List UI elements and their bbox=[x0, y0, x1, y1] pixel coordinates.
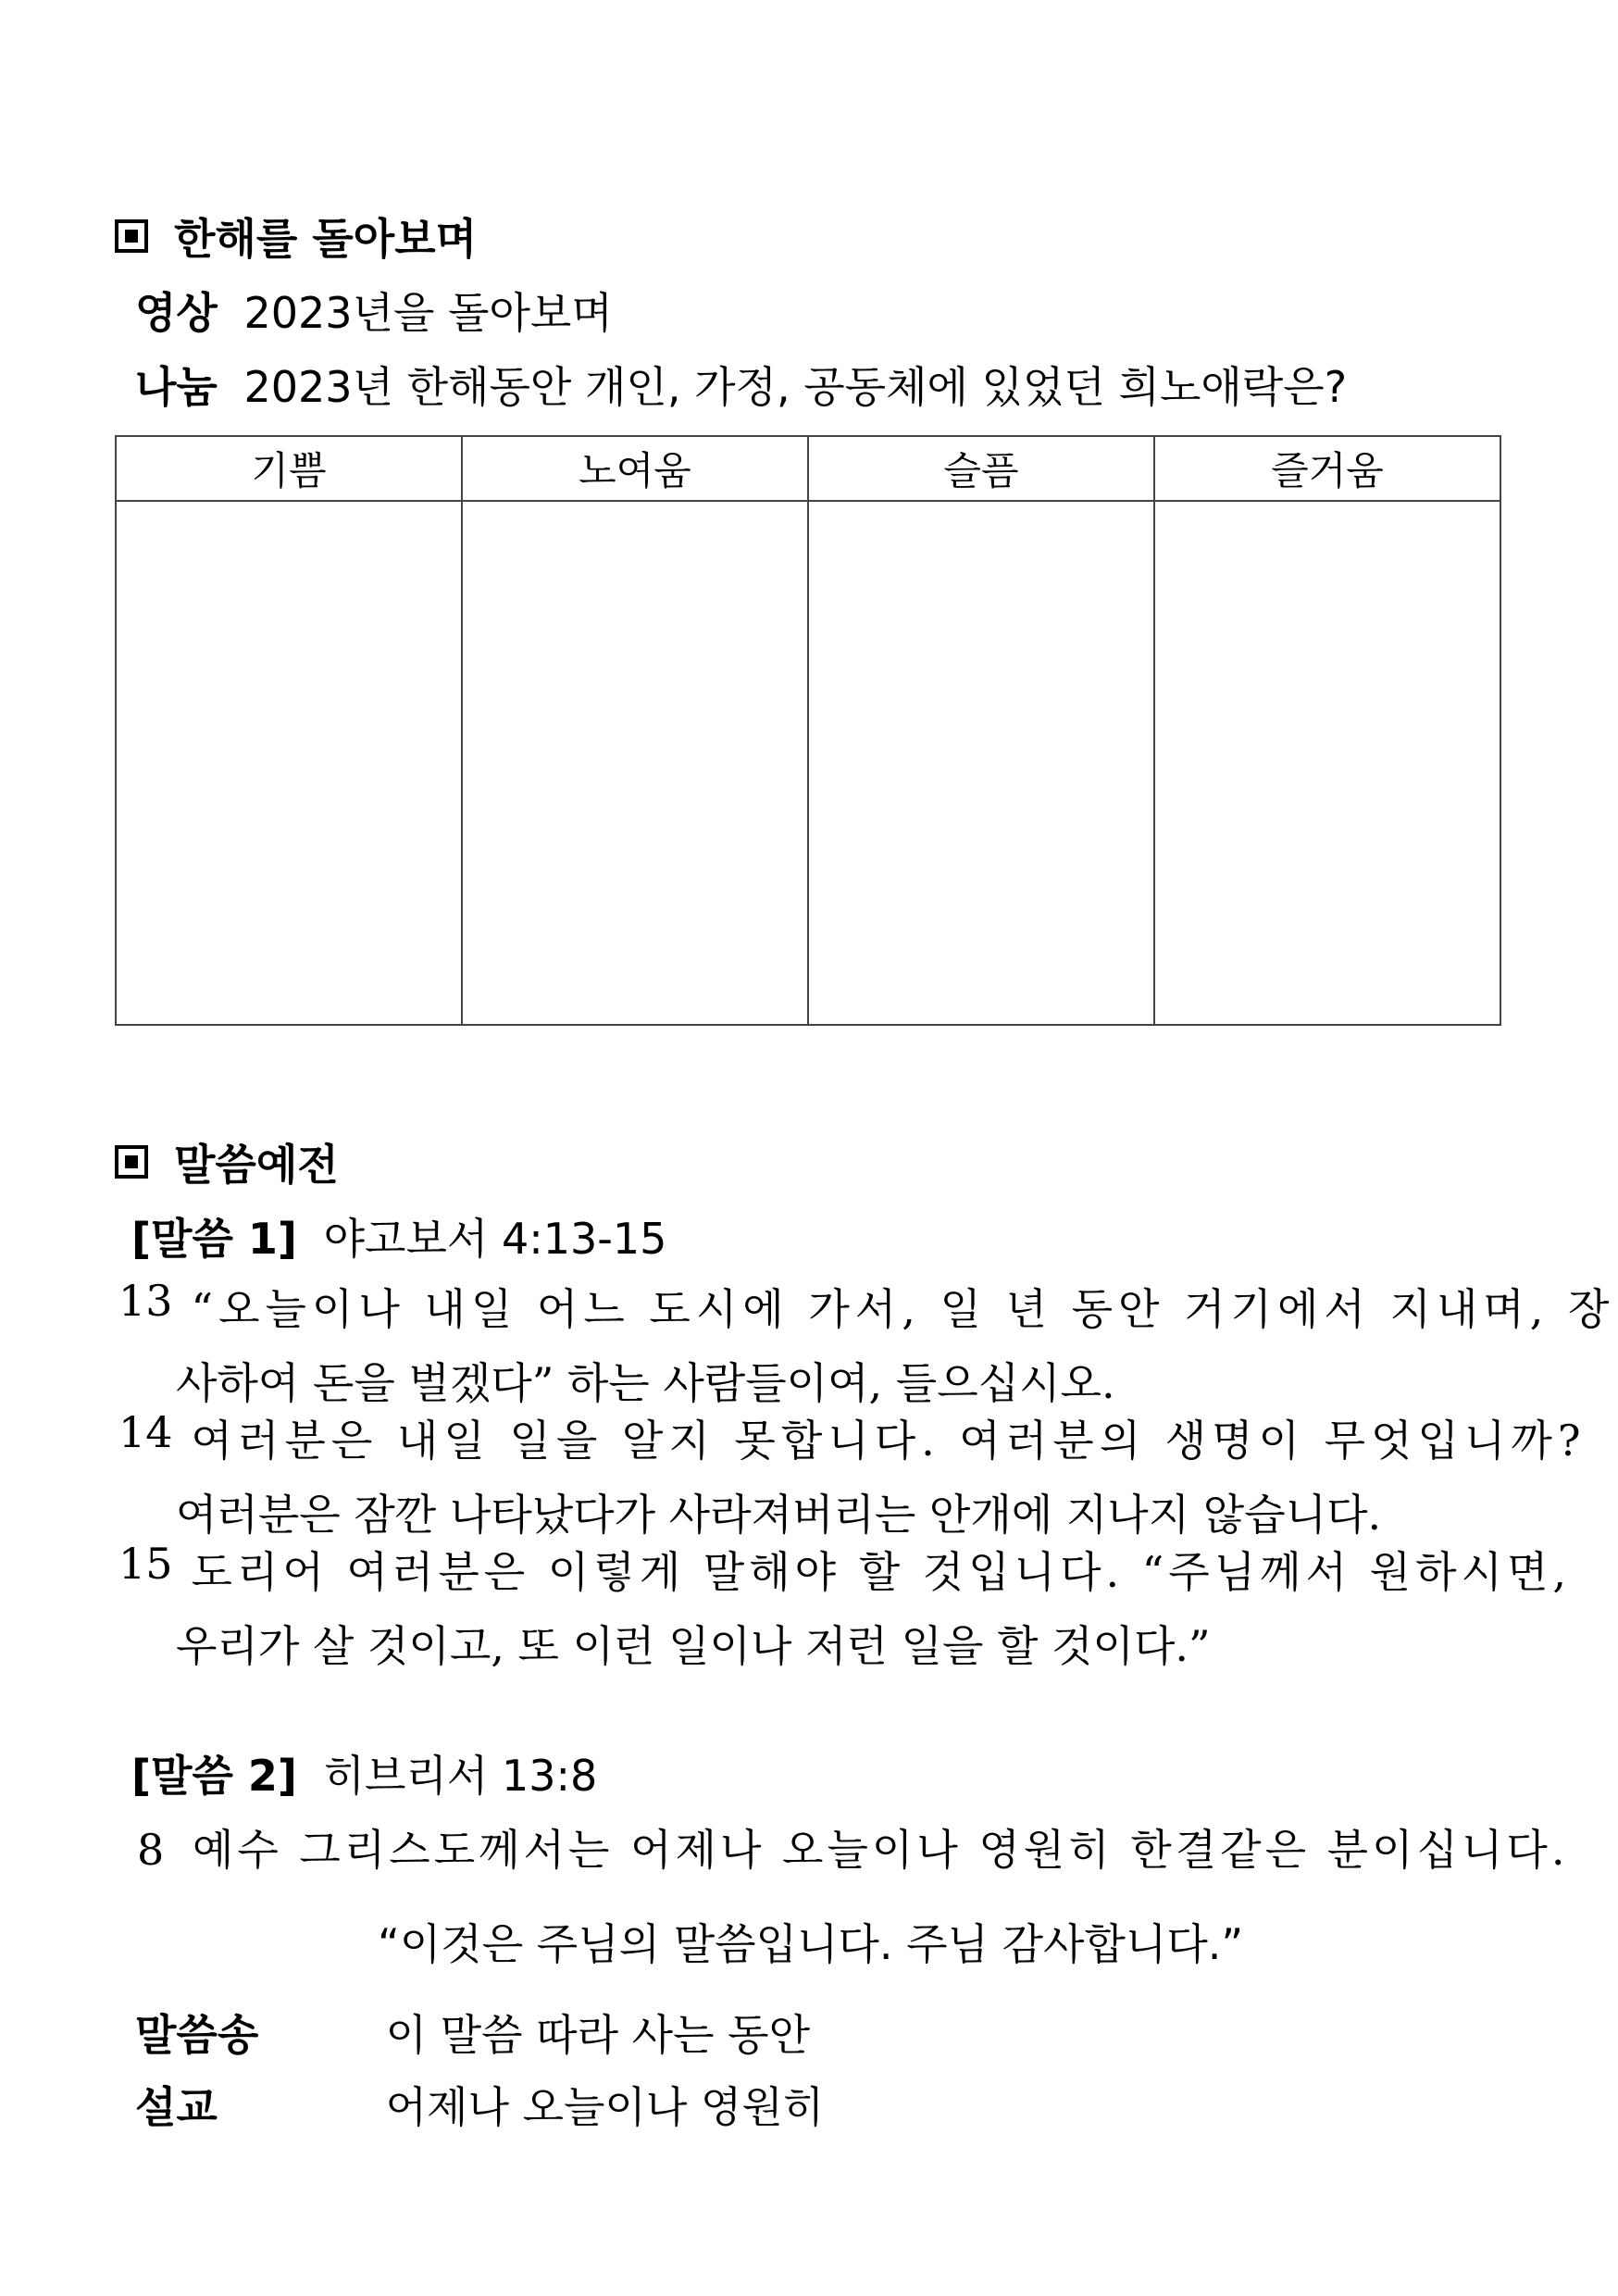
verse-line bbox=[192, 1539, 1571, 1600]
verse-number: 15 bbox=[118, 1539, 173, 1589]
word2-heading bbox=[131, 1742, 597, 1803]
verse-line bbox=[192, 1276, 1615, 1337]
verse-text: 여러분은 내일 일을 알지 못합니다. 여러분의 생명이 무엇입니까? bbox=[191, 1416, 1587, 1466]
table-header-joy: 기쁨 bbox=[116, 436, 462, 501]
section-heading-year-review bbox=[115, 206, 477, 267]
table-header-anger: 노여움 bbox=[462, 436, 808, 501]
song-label: 말씀송 bbox=[135, 2010, 259, 2060]
verse-text: 도리어 여러분은 이렇게 말해야 할 것입니다. “주님께서 원하시면, bbox=[191, 1547, 1571, 1597]
black-square-bullet-icon bbox=[115, 1145, 148, 1179]
verse-8 bbox=[137, 1816, 1568, 1878]
verse-13 bbox=[118, 1276, 1615, 1411]
word-song-line bbox=[135, 2002, 810, 2063]
verse-text: “오늘이나 내일 어느 도시에 가서, 일 년 동안 거기에서 지내며, 장 bbox=[191, 1284, 1615, 1334]
verse-continuation: 우리가 살 것이고, 또 이런 일이나 저런 일을 할 것이다.” bbox=[176, 1621, 1211, 1671]
song-title: 이 말씀 따라 사는 동안 bbox=[385, 2010, 811, 2060]
share-text: 2023년 한해동안 개인, 가정, 공동체에 있었던 희노애락은? bbox=[243, 362, 1348, 412]
sermon-line bbox=[135, 2074, 824, 2135]
table-cell-joy[interactable] bbox=[116, 501, 462, 1025]
video-label: 영상 bbox=[135, 288, 218, 338]
table-cell-pleasure[interactable] bbox=[1154, 501, 1500, 1025]
liturgical-response: “이것은 주님의 말씀입니다. 주님 감사합니다.” bbox=[378, 1919, 1244, 1969]
word2-label: [말씀 2] bbox=[131, 1751, 297, 1801]
table-header-sorrow: 슬픔 bbox=[808, 436, 1154, 501]
section-title: 말씀예전 bbox=[174, 1140, 339, 1190]
sermon-title: 어제나 오늘이나 영원히 bbox=[385, 2082, 825, 2132]
verse-text: 예수 그리스도께서는 어제나 오늘이나 영원히 한결같은 분이십니다. bbox=[192, 1825, 1569, 1875]
verse-continuation: 사하여 돈을 벌겠다” 하는 사람들이여, 들으십시오. bbox=[176, 1358, 1115, 1408]
share-label: 나눔 bbox=[135, 362, 218, 412]
emotion-table bbox=[115, 435, 1501, 1026]
verse-continuation: 여러분은 잠깐 나타났다가 사라져버리는 안개에 지나지 않습니다. bbox=[176, 1490, 1382, 1540]
sermon-label: 설교 bbox=[135, 2082, 218, 2132]
word1-heading bbox=[131, 1205, 666, 1267]
verse-line bbox=[192, 1407, 1587, 1468]
video-text: 2023년을 돌아보며 bbox=[243, 288, 613, 338]
video-line bbox=[135, 280, 613, 341]
share-line bbox=[135, 354, 1347, 415]
verse-14 bbox=[118, 1407, 1587, 1542]
word1-reference: 야고보서 4:13-15 bbox=[323, 1214, 667, 1264]
section-title: 한해를 돌아보며 bbox=[174, 214, 478, 264]
table-cell-anger[interactable] bbox=[462, 501, 808, 1025]
verse-number: 13 bbox=[118, 1276, 173, 1326]
table-header-pleasure: 즐거움 bbox=[1154, 436, 1500, 501]
word2-reference: 히브리서 13:8 bbox=[323, 1751, 598, 1801]
verse-number: 14 bbox=[118, 1407, 173, 1457]
black-square-bullet-icon bbox=[115, 219, 148, 253]
section-heading-liturgy bbox=[115, 1131, 339, 1192]
verse-number: 8 bbox=[137, 1825, 165, 1875]
verse-15 bbox=[118, 1539, 1571, 1674]
word1-label: [말씀 1] bbox=[131, 1214, 297, 1264]
table-cell-sorrow[interactable] bbox=[808, 501, 1154, 1025]
